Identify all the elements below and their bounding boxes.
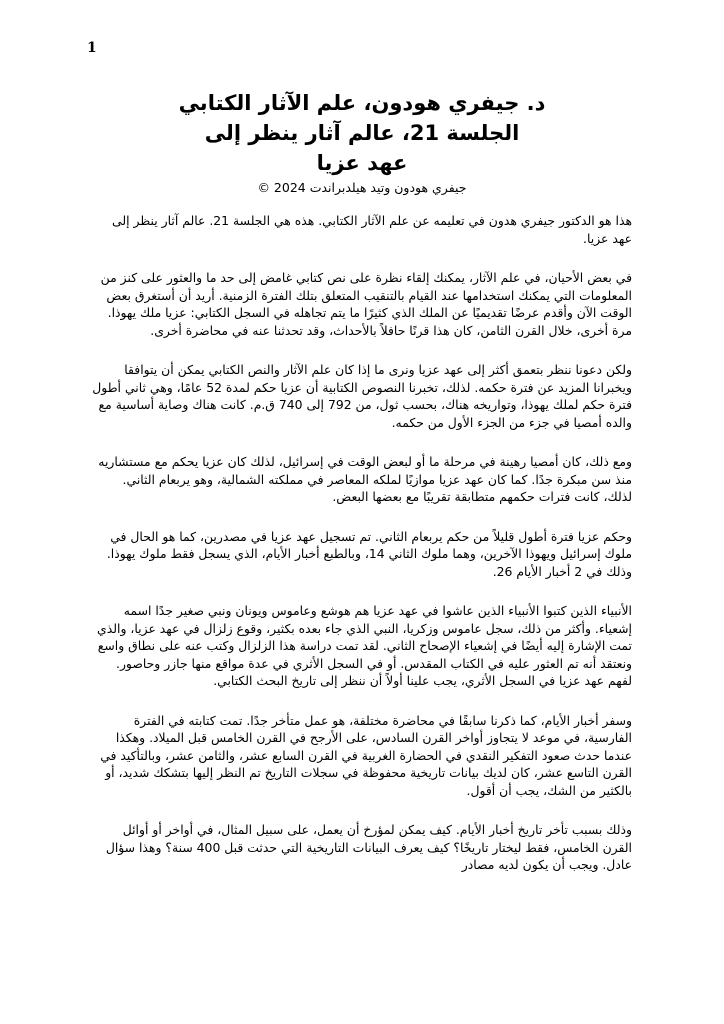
paragraph-3: ولكن دعونا ننظر بتعمق أكثر إلى عهد عزيا ونرى ما إذا كان علم الآثار والنص الكتابي يمكن أن يتوافقا ويخبرانا المزيد عن فترة حكمه. لذلك، تخبرنا النصوص الكتابية أن عزيا حكم لمدة 52 عامًا، وهي ثاني أطول فترة حكم لملك يهوذا، وتواريخه هناك، بحسب ثول، من 792 إلى 740 ق.م. كانت هناك وصاية أساسية مع والده أمصيا في جزء من الجزء الأول من حكمه. xyxy=(92,362,632,430)
document-body xyxy=(92,212,632,896)
title-line-3: عهد عزيا xyxy=(316,151,408,175)
paragraph-7: وسفر أخبار الأيام، كما ذكرنا سابقًا في محاضرة مختلفة، هو عمل متأخر جدًا. تمت كتابته في الفترة الفارسية، في موعد لا يتجاوز أواخر القرن السادس، على الأرجح في القرن الخامس قبل الميلاد. وهكذا عندما حدث صعود التفكير النقدي في الحضارة الغربية في القرن السابع عشر، والثامن عشر، وبالتأكيد في القرن التاسع عشر، كان لديك بيانات تاريخية محفوظة في سجلات التاريخ تم النظر إليها بتشكك شديد، أو بالكثير من الشك، يجب أن أقول. xyxy=(100,712,632,798)
copyright-line: جيفري هودون وتيد هيلدبراندت 2024 © xyxy=(257,180,467,195)
paragraph-2: في بعض الأحيان، في علم الآثار، يمكنك إلقاء نظرة على نص كتابي غامض إلى حد ما والعثور على كنز من المعلومات التي يمكنك استخدامها عند القيام بالتنقيب المتعلق بتلك الفترة الزمنية. أريد أن أستغرق بعض الوقت الآن وأقدم عرضًا تقديميًا عن الملك الذي كثيرًا ما يتم تجاهله في السجل الكتابي: عزيا ملك يهوذا. مرة أخرى، خلال القرن الثامن، كان هذا قرنًا حافلاً بالأحداث، وقد تحدثنا عنه في محاضرة أخرى. xyxy=(100,270,632,338)
title-line-2: الجلسة 21، عالم آثار ينظر إلى xyxy=(204,121,520,145)
page-number: 1 xyxy=(87,40,97,56)
paragraph-4: ومع ذلك، كان أمصيا رهينة في مرحلة ما أو لبعض الوقت في إسرائيل، لذلك كان عزيا يحكم مع مستشاريه منذ سن مبكرة جدًا. كما كان عهد عزيا موازيًا لملكه المعاصر في مملكته الشمالية، وهو يربعام الثاني. لذلك، كانت فترات حكمهم متطابقة تقريبًا مع بعضها البعض. xyxy=(98,454,632,504)
title-line-1: د. جيفري هودون، علم الآثار الكتابي xyxy=(178,91,546,115)
paragraph-8: وذلك بسبب تأخر تاريخ أخبار الأيام. كيف يمكن لمؤرخ أن يعمل، على سبيل المثال، في أواخر أو أوائل القرن الخامس، فقط ليختار تاريخًا؟ كيف يعرف البيانات التاريخية التي حدثت قبل 400 سنة؟ وهذا سؤال عادل. ويجب أن يكون لديه مصادر xyxy=(105,822,632,872)
paragraph-6: الأنبياء الذين كتبوا الأنبياء الذين عاشوا في عهد عزيا هم هوشع وعاموس ويونان ونبي صغير جدًا اسمه إشعياء. وأكثر من ذلك، سجل عاموس وزكريا، النبي الذي جاء بعده بكثير، وقوع زلزال في عهد عزيا، والذي تمت الإشارة إليه أيضًا في إشعياء الإصحاح الثاني. لقد تمت دراسة هذا الزلزال وكتب عنه على نطاق واسع ونعتقد أنه تم العثور عليه في الكتاب المقدس. أو في السجل الأثري في عدة مواقع منها جازر وحاصور. لفهم عهد عزيا في السجل الأثري، يجب علينا أولاً أن ننظر إلى تاريخ البحث الكتابي. xyxy=(97,603,632,688)
document-header xyxy=(90,88,634,198)
paragraph-5: وحكم عزيا فترة أطول قليلاً من حكم يربعام الثاني. تم تسجيل عهد عزيا في مصدرين، كما هو الحال في ملوك إسرائيل ويهوذا الآخرين، وهما ملوك الثاني 14، وبالطبع أخبار الأيام، الذي يسجل فقط ملوك يهوذا. وذلك في 2 أخبار الأيام 26. xyxy=(106,528,632,579)
paragraph-1: هذا هو الدكتور جيفري هدون في تعليمه عن علم الآثار الكتابي. هذه هي الجلسة 21. عالم آثار ينظر إلى عهد عزيا. xyxy=(112,213,632,246)
